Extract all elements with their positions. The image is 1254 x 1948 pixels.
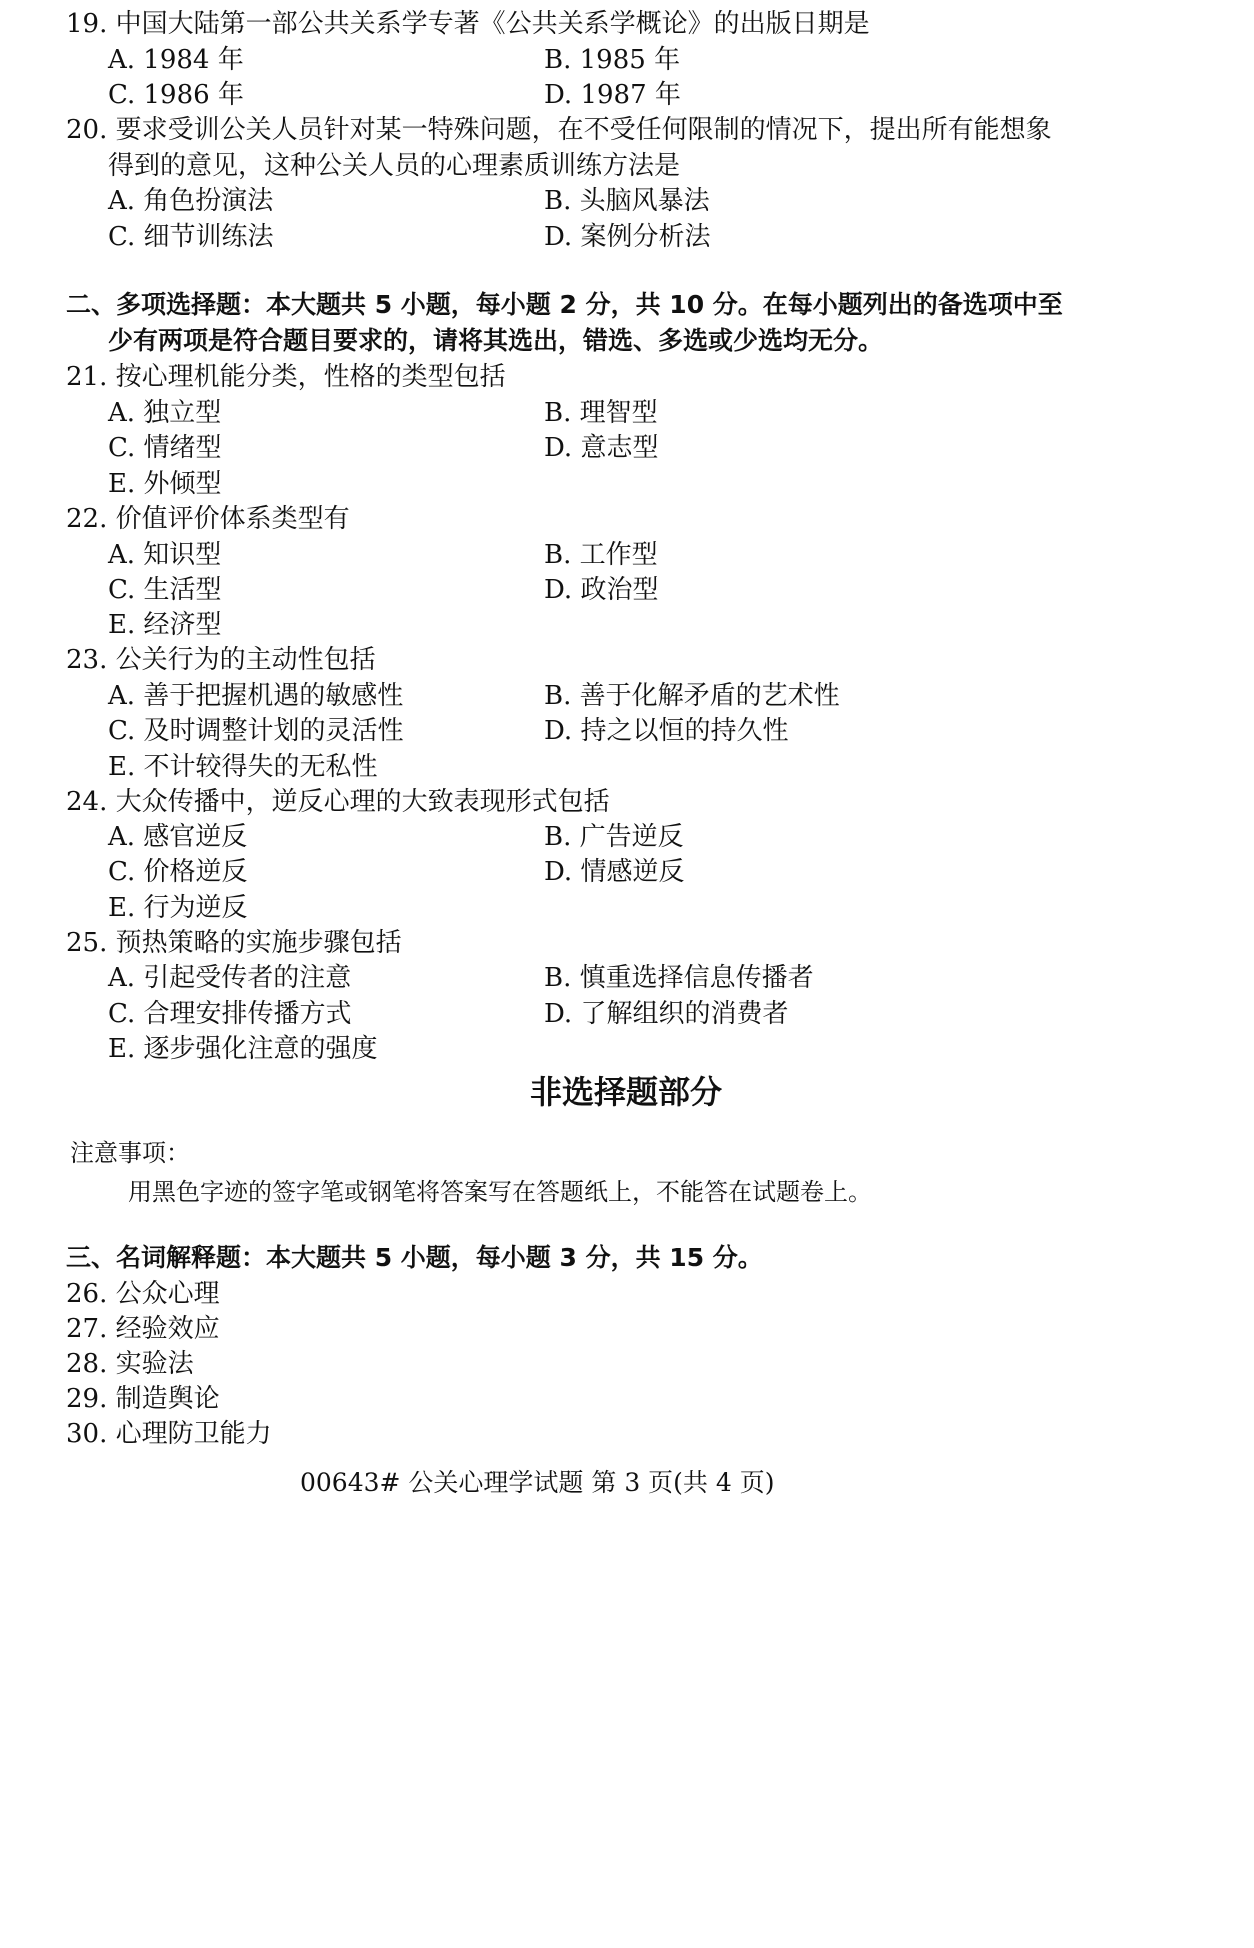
section2-heading-line2: 少有两项是符合题目要求的，请将其选出，错选、多选或少选均无分。 xyxy=(108,326,884,355)
q20-option-c: C. 细节训练法 xyxy=(108,222,274,252)
question-20-stem-line2: 得到的意见，这种公关人员的心理素质训练方法是 xyxy=(108,151,681,181)
q24-option-d: D. 情感逆反 xyxy=(544,857,685,887)
q21-option-c: C. 情绪型 xyxy=(108,433,222,463)
q23-option-d: D. 持之以恒的持久性 xyxy=(544,716,789,746)
q22-option-c: C. 生活型 xyxy=(108,575,222,605)
nonchoice-title: 非选择题部分 xyxy=(530,1073,723,1111)
question-19-stem: 19. 中国大陆第一部公共关系学专著《公共关系学概论》的出版日期是 xyxy=(66,9,870,39)
q23-option-a: A. 善于把握机遇的敏感性 xyxy=(108,681,404,711)
q23-option-b: B. 善于化解矛盾的艺术性 xyxy=(544,681,840,711)
term-26: 26. 公众心理 xyxy=(66,1279,220,1309)
q25-option-e: E. 逐步强化注意的强度 xyxy=(108,1034,378,1064)
q22-option-e: E. 经济型 xyxy=(108,610,222,640)
q25-option-a: A. 引起受传者的注意 xyxy=(108,963,352,993)
q22-option-a: A. 知识型 xyxy=(108,540,222,570)
term-27: 27. 经验效应 xyxy=(66,1314,220,1344)
notice-text: 用黑色字迹的签字笔或钢笔将答案写在答题纸上，不能答在试题卷上。 xyxy=(128,1178,872,1206)
q24-option-b: B. 广告逆反 xyxy=(544,822,684,852)
q21-option-a: A. 独立型 xyxy=(108,398,222,428)
term-29: 29. 制造舆论 xyxy=(66,1384,220,1414)
q25-option-d: D. 了解组织的消费者 xyxy=(544,999,789,1029)
question-22-stem: 22. 价值评价体系类型有 xyxy=(66,504,350,534)
notice-label: 注意事项： xyxy=(70,1139,190,1167)
q24-option-e: E. 行为逆反 xyxy=(108,893,248,923)
question-21-stem: 21. 按心理机能分类，性格的类型包括 xyxy=(66,362,506,392)
question-25-stem: 25. 预热策略的实施步骤包括 xyxy=(66,928,402,958)
q19-option-b: B. 1985 年 xyxy=(544,45,681,75)
q21-option-b: B. 理智型 xyxy=(544,398,658,428)
q25-option-b: B. 慎重选择信息传播者 xyxy=(544,963,814,993)
question-24-stem: 24. 大众传播中，逆反心理的大致表现形式包括 xyxy=(66,787,610,817)
q22-option-d: D. 政治型 xyxy=(544,575,659,605)
page-footer: 00643# 公关心理学试题 第 3 页(共 4 页) xyxy=(300,1468,775,1497)
q19-option-a: A. 1984 年 xyxy=(108,45,244,75)
q20-option-b: B. 头脑风暴法 xyxy=(544,186,710,216)
q23-option-e: E. 不计较得失的无私性 xyxy=(108,752,378,782)
q20-option-d: D. 案例分析法 xyxy=(544,222,711,252)
term-30: 30. 心理防卫能力 xyxy=(66,1419,272,1449)
q24-option-a: A. 感官逆反 xyxy=(108,822,248,852)
q19-option-c: C. 1986 年 xyxy=(108,80,244,110)
section3-heading: 三、名词解释题：本大题共 5 小题，每小题 3 分，共 15 分。 xyxy=(66,1243,763,1272)
term-28: 28. 实验法 xyxy=(66,1349,194,1379)
q23-option-c: C. 及时调整计划的灵活性 xyxy=(108,716,404,746)
question-23-stem: 23. 公关行为的主动性包括 xyxy=(66,645,376,675)
q20-option-a: A. 角色扮演法 xyxy=(108,186,274,216)
section2-heading-line1: 二、多项选择题：本大题共 5 小题，每小题 2 分，共 10 分。在每小题列出的备选项中至 xyxy=(66,290,1063,319)
q24-option-c: C. 价格逆反 xyxy=(108,857,248,887)
q25-option-c: C. 合理安排传播方式 xyxy=(108,999,352,1029)
q22-option-b: B. 工作型 xyxy=(544,540,658,570)
question-20-stem-line1: 20. 要求受训公关人员针对某一特殊问题，在不受任何限制的情况下，提出所有能想象 xyxy=(66,115,1052,145)
q21-option-d: D. 意志型 xyxy=(544,433,659,463)
q19-option-d: D. 1987 年 xyxy=(544,80,681,110)
q21-option-e: E. 外倾型 xyxy=(108,469,222,499)
